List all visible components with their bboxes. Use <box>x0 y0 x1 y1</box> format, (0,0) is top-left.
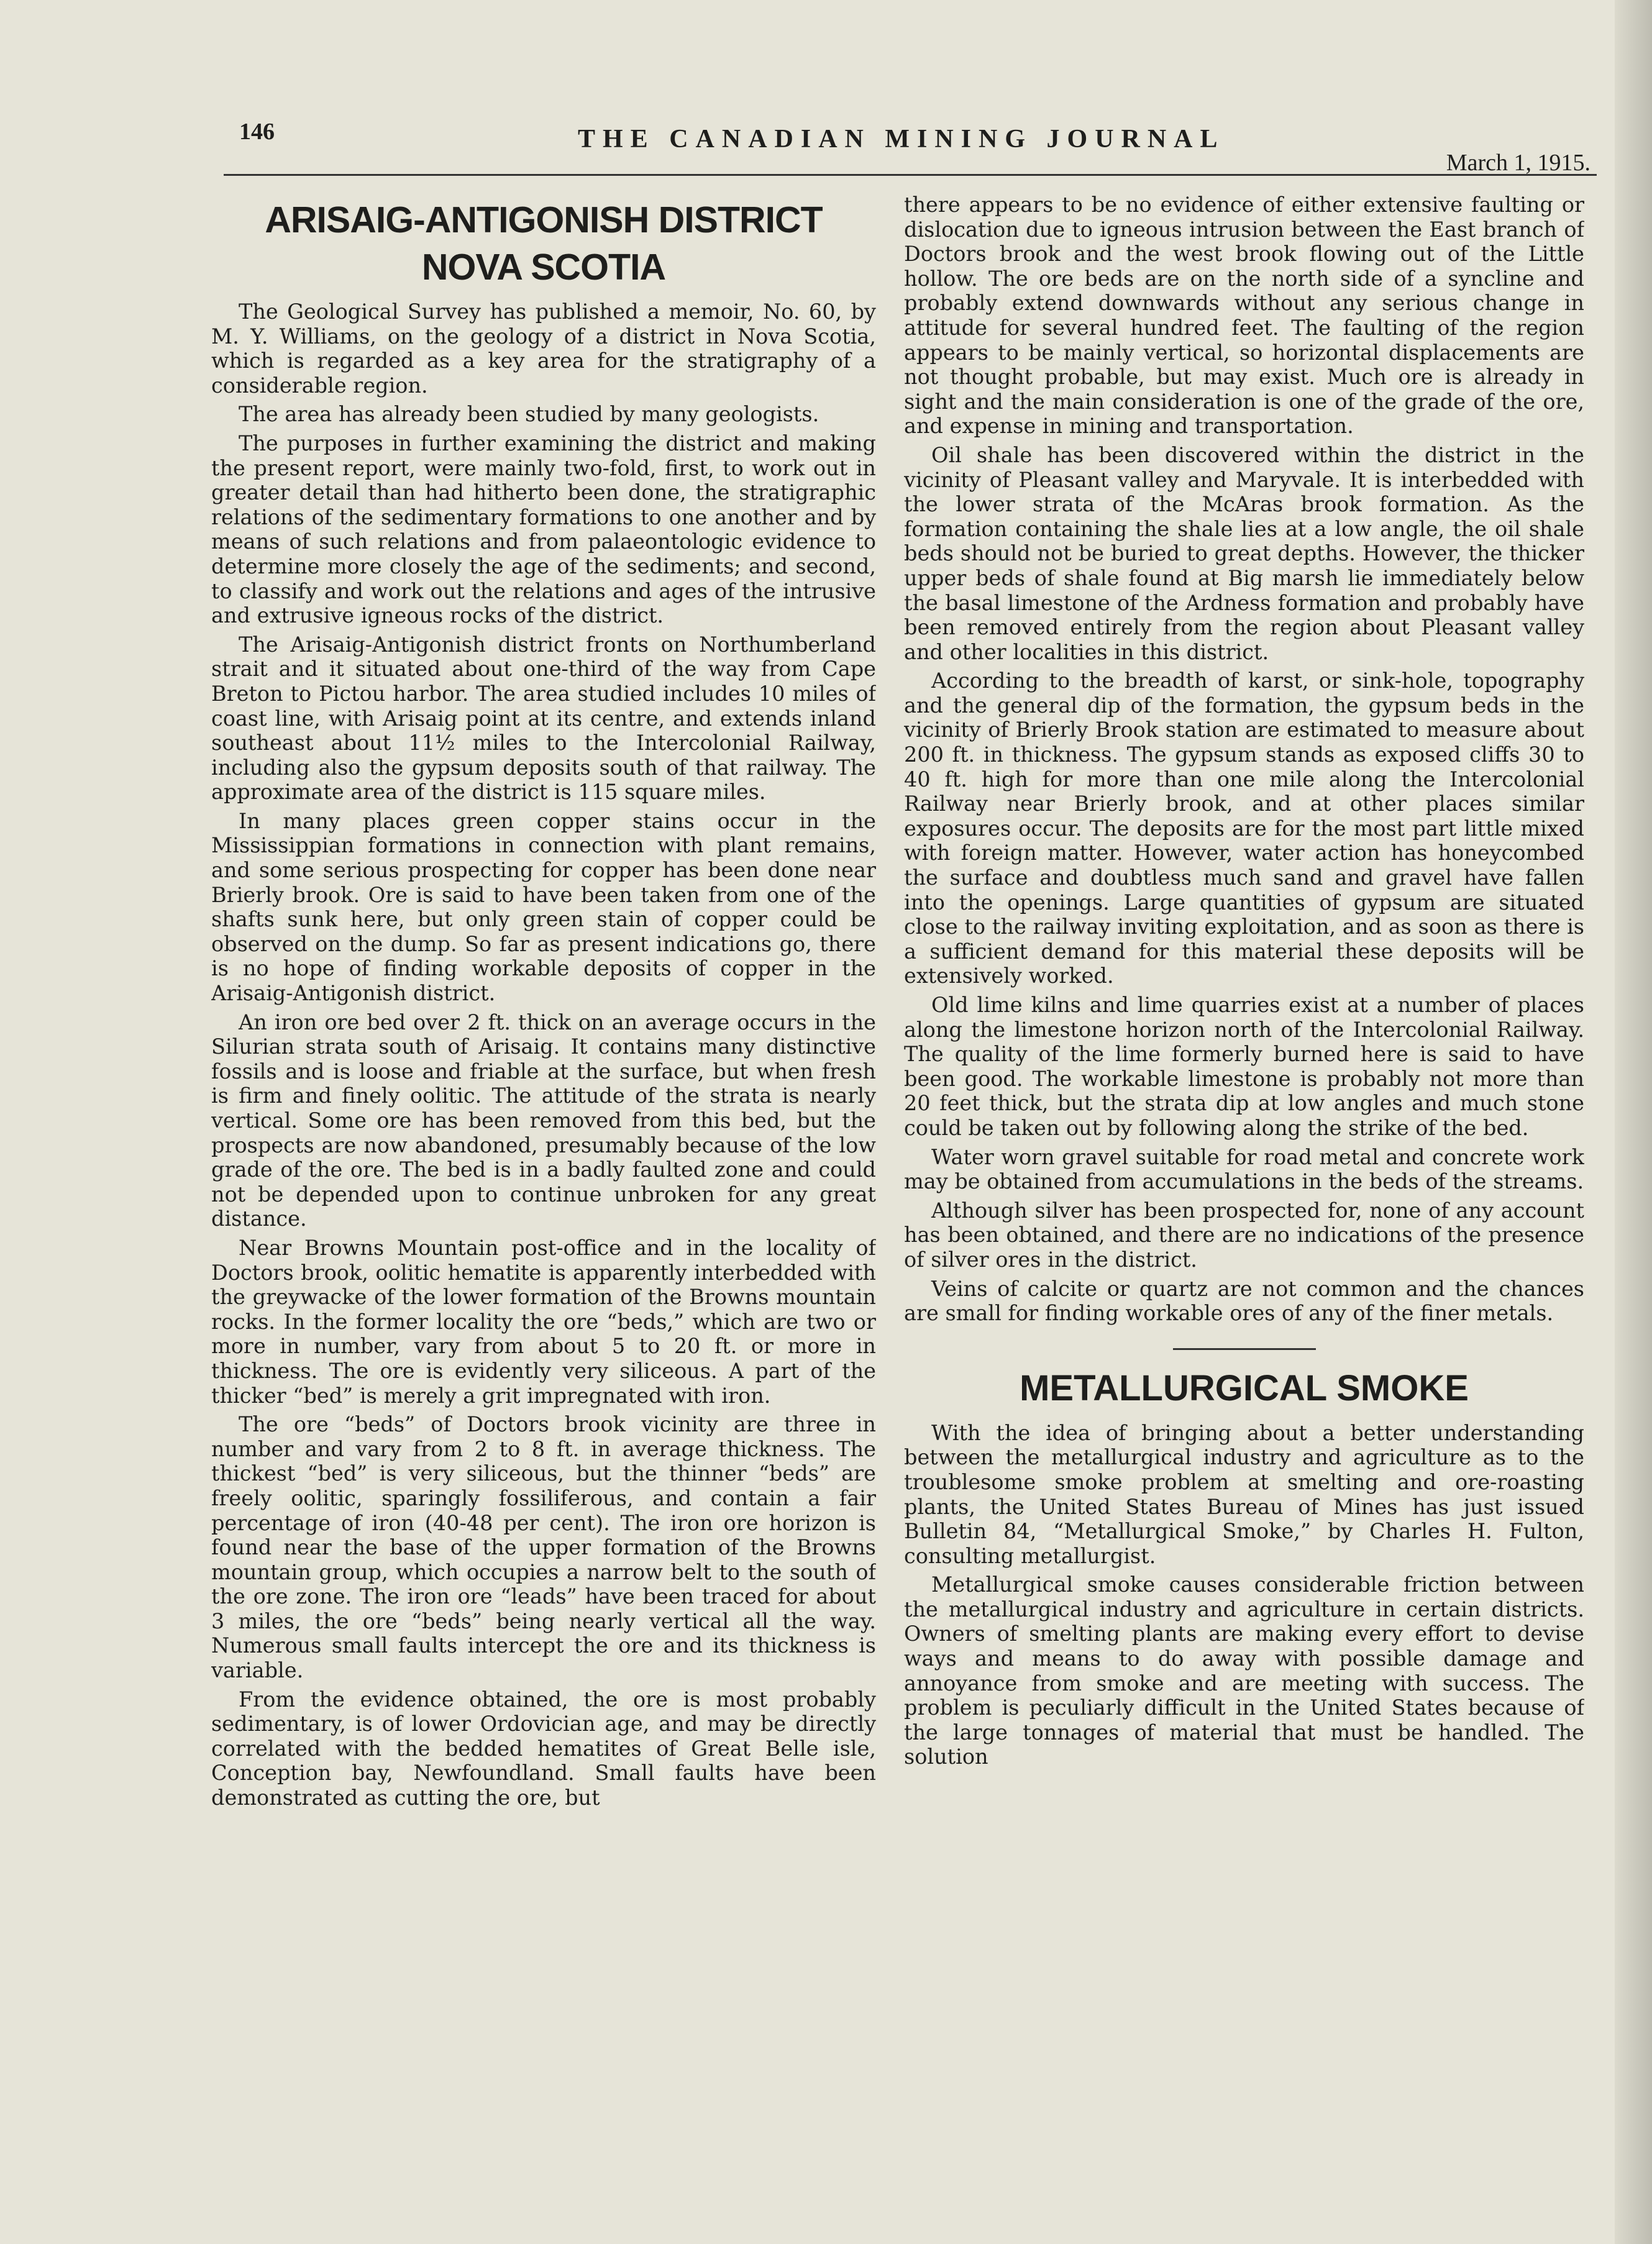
article-paragraph: The area has already been studied by many geologists. <box>239 402 819 427</box>
page-number: 146 <box>239 119 275 145</box>
article-paragraph: According to the breadth of karst, or sink-hole, topography and the general dip of the formation, the gypsum beds in the vicinity of Brierly Brook station are estimated to measure about 200 ft. in thickness. The gypsum stands as exposed cliffs 30 to 40 ft. high for more than one mile along the Intercolonial Railway near Brierly brook, and at other places similar exposures occur. The deposits are for the most part little mixed with foreign matter. However, water action has honeycombed the surface and doubtless much sand and gravel have fallen into the openings. Large quantities of gypsum are situated close to the railway inviting exploitation, and as soon as there is a sufficient demand for this material these deposits will be extensively worked. <box>904 668 1584 988</box>
article-paragraph: Water worn gravel suitable for road metal and concrete work may be obtained from accumulations in the beds of the streams. <box>904 1144 1584 1194</box>
article-paragraph: The Geological Survey has published a memoir, No. 60, by M. Y. Williams, on the geology of a district in Nova Scotia, which is regarded as a key area for the stratigraphy of a considerable region. <box>211 299 876 398</box>
article-title-line-2: NOVA SCOTIA <box>421 247 666 288</box>
article-arisaig-antigonish-continued <box>904 193 1584 1326</box>
article-title-metallurgical-smoke: METALLURGICAL SMOKE <box>1020 1367 1469 1408</box>
article-paragraph: Although silver has been prospected for, none of any account has been obtained, and there are no indications of the presence of silver ores in the district. <box>904 1198 1584 1272</box>
left-column <box>211 193 876 2119</box>
article-paragraph: Near Browns Mountain post-office and in the locality of Doctors brook, oolitic hematite is apparently interbedded with the greywacke of the lower formation of the Browns mountain rocks. In the former locality the ore “beds,” which are two or more in number, vary from about 5 to 20 ft. or more in thickness. The ore is evidently very siliceous. A part of the thicker “bed” is merely a grit impregnated with iron. <box>211 1235 876 1408</box>
article-title-line-1: ARISAIG-ANTIGONISH DISTRICT <box>265 199 823 240</box>
header-rule <box>224 174 1597 176</box>
page-header <box>224 112 1597 180</box>
article-arisaig-antigonish <box>211 196 876 1810</box>
article-paragraph: An iron ore bed over 2 ft. thick on an average occurs in the Silurian strata south of Arisaig. It contains many distinctive fossils and is loose and friable at the surface, but when fresh is firm and finely oolitic. The attitude of the strata is nearly vertical. Some ore has been removed from this bed, but the prospects are now abandoned, presumably because of the low grade of the ore. The bed is in a badly faulted zone and could not be depended upon to continue unbroken for any great distance. <box>211 1010 876 1231</box>
journal-title: THE CANADIAN MINING JOURNAL <box>578 125 1225 153</box>
page-spine-shadow <box>1615 0 1652 2244</box>
article-paragraph: In many places green copper stains occur in the Mississippian formations in connection with plant remains, and some serious prospecting for copper has been done near Brierly brook. Ore is said to have been taken from one of the shafts sunk here, but only green stain of copper could be observed on the dump. So far as present indications go, there is no hope of finding workable deposits of copper in the Arisaig-Antigonish district. <box>211 808 876 1006</box>
article-paragraph: there appears to be no evidence of either extensive faulting or dislocation due to igneous intrusion between the East branch of Doctors brook and the west brook flowing out of the Little hollow. The ore beds are on the north side of a syncline and probably extend downwards without any serious change in attitude for several hundred feet. The faulting of the region appears to be mainly vertical, so horizontal displacements are not thought probable, but may exist. Much ore is already in sight and the main consideration is one of the grade of the ore, and expense in mining and transportation. <box>904 193 1584 439</box>
article-paragraph: Oil shale has been discovered within the district in the vicinity of Pleasant valley and Maryvale. It is interbedded with the lower strata of the McAras brook formation. As the formation containing the shale lies at a low angle, the oil shale beds should not be buried to great depths. However, the thicker upper beds of shale found at Big marsh lie immediately below the basal limestone of the Ardness formation and probably have been removed entirely from the region about Pleasant valley and other localities in this district. <box>904 442 1584 664</box>
article-paragraph: The purposes in further examining the district and making the present report, were mainly two-fold, first, to work out in greater detail than had hitherto been done, the stratigraphic relations of the sedimentary formations to one another and by means of such relations and from palaeontologic evidence to determine more closely the age of the sediments; and second, to classify and work out the relations and ages of the intrusive and extrusive igneous rocks of the district. <box>211 431 876 628</box>
article-paragraph: Old lime kilns and lime quarries exist at a number of places along the limestone horizon north of the Intercolonial Railway. The quality of the lime formerly burned here is said to have been good. The workable limestone is probably not more than 20 feet thick, but the strata dip at low angles and much stone could be taken out by following along the strike of the bed. <box>904 993 1584 1140</box>
article-paragraph: The Arisaig-Antigonish district fronts on Northumberland strait and it situated about one-third of the way from Cape Breton to Pictou harbor. The area studied includes 10 miles of coast line, with Arisaig point at its centre, and extends inland southeast about 11½ miles to the Intercolonial Railway, including also the gypsum deposits south of that railway. The approximate area of the district is 115 square miles. <box>211 632 876 805</box>
article-title <box>211 196 876 291</box>
article-paragraph: The ore “beds” of Doctors brook vicinity are three in number and vary from 2 to 8 ft. in average thickness. The thickest “bed” is very siliceous, but the thinner “beds” are freely oolitic, sparingly fossiliferous, and contain a fair percentage of iron (40-48 per cent). The iron ore horizon is found near the base of the upper formation of the Browns mountain group, which occupies a narrow belt to the south of the ore zone. The iron ore “leads” have been traced for about 3 miles, the ore “beds” being nearly vertical all the way. Numerous small faults intercept the ore and its thickness is variable. <box>211 1412 876 1683</box>
article-divider <box>1173 1348 1316 1350</box>
article-paragraph: Veins of calcite or quartz are not common and the chances are small for finding workable ores of any of the finer metals. <box>904 1276 1584 1326</box>
right-column <box>904 193 1584 2119</box>
article-paragraph: With the idea of bringing about a better understanding between the metallurgical industry and agriculture as to the troublesome smoke problem at smelting and ore-roasting plants, the United States Bureau of Mines has just issued Bulletin 84, “Metallurgical Smoke,” by Charles H. Fulton, consulting metallurgist. <box>904 1420 1584 1568</box>
issue-date: March 1, 1915. <box>1446 150 1590 176</box>
article-metallurgical-smoke <box>904 1364 1584 1769</box>
article-paragraph: Metallurgical smoke causes considerable friction between the metallurgical industry and agriculture in certain districts. Owners of smelting plants are making every effort to devise ways and means to do away with possible damage and annoyance from smoke and are meeting with success. The problem is peculiarly difficult in the United States because of the large tonnages of material that must be handled. The solution <box>904 1572 1584 1769</box>
article-paragraph: From the evidence obtained, the ore is most probably sedimentary, is of lower Ordovician age, and may be directly correlated with the bedded hematites of Great Belle isle, Conception bay, Newfoundland. Small faults have been demonstrated as cutting the ore, but <box>211 1687 876 1810</box>
